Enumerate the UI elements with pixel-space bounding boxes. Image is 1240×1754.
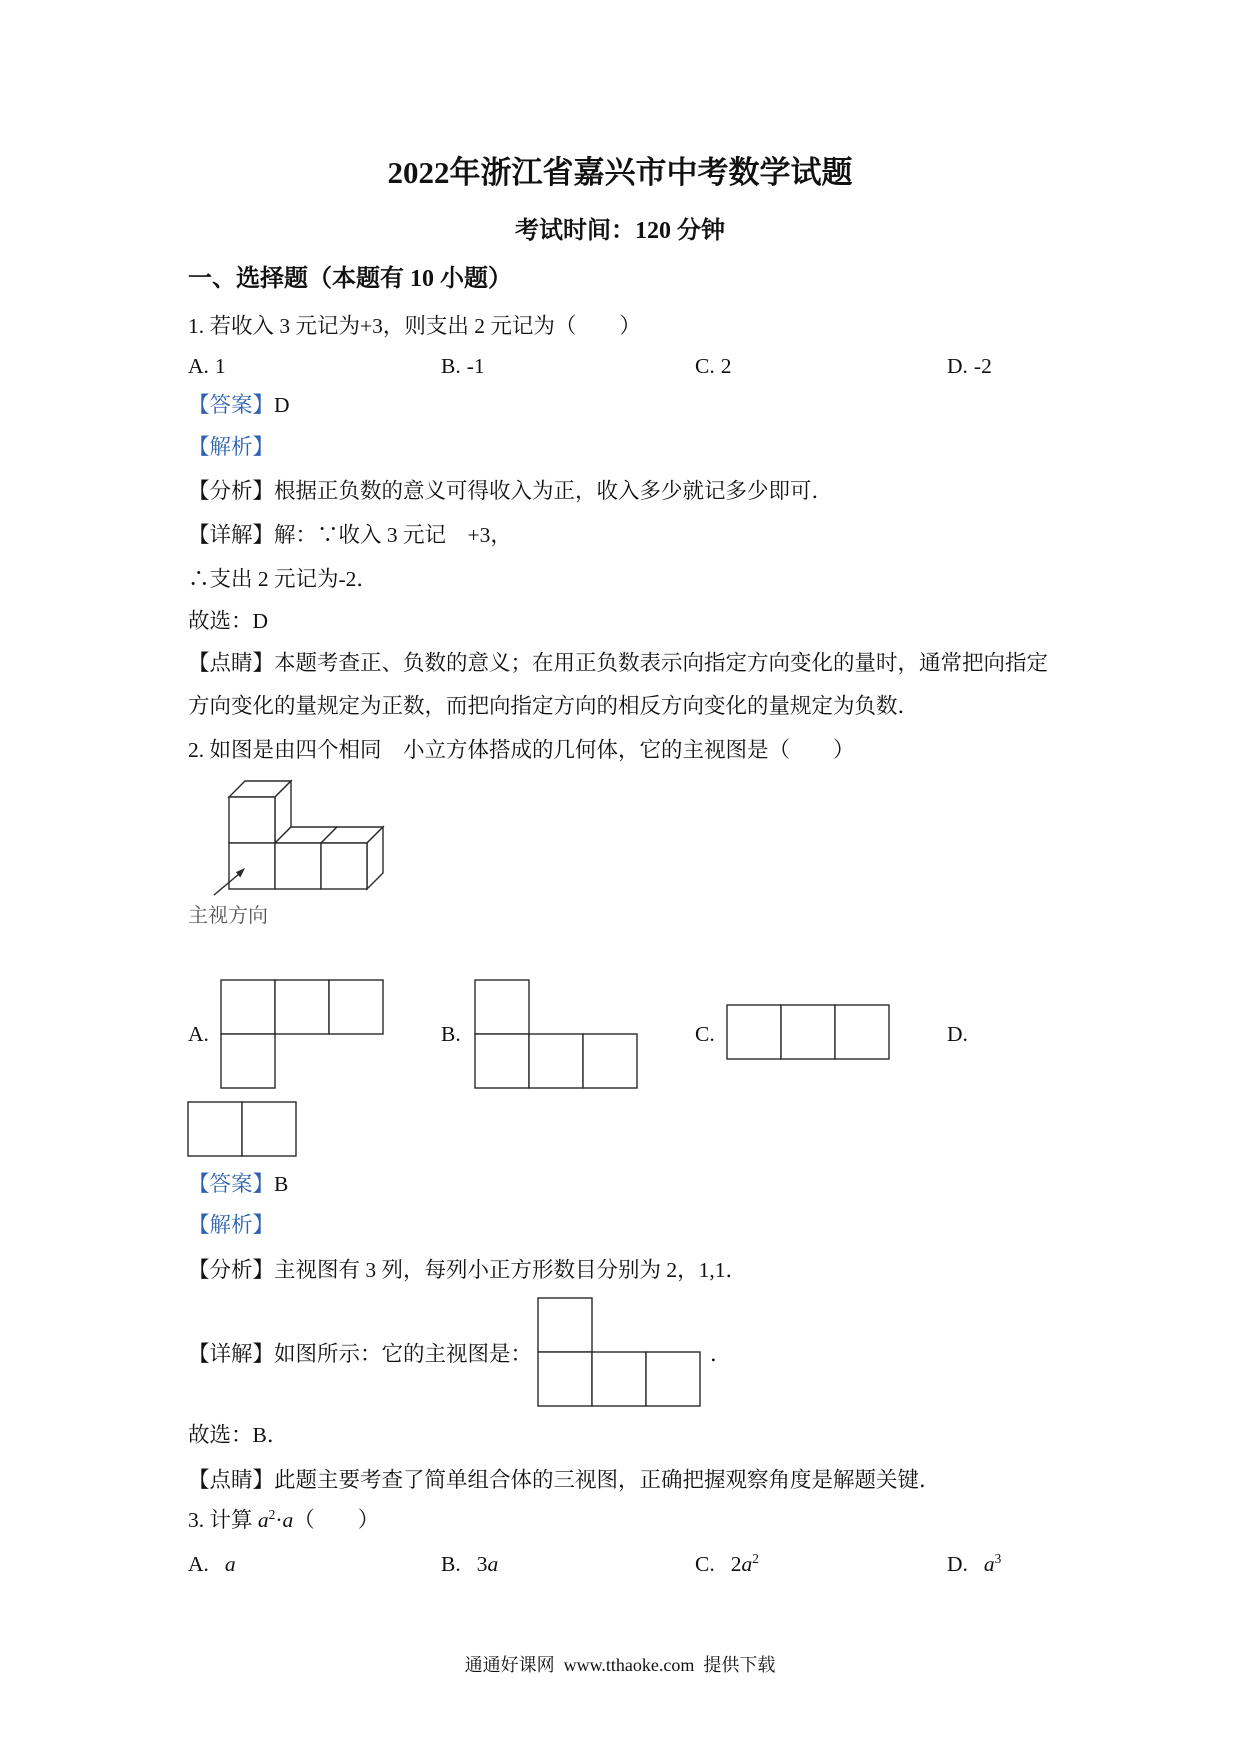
- question-1-option-c: [695, 354, 731, 378]
- option-math: [477, 1552, 499, 1576]
- option-value: 2: [720, 354, 732, 378]
- question-3-option-a: [188, 1552, 236, 1576]
- detail-text: 如图所示：它的主视图是：: [274, 1342, 533, 1366]
- square: [781, 1005, 835, 1059]
- question-2-option-a-label: A.: [188, 1022, 209, 1046]
- option-value: -2: [973, 354, 992, 378]
- question-2-analysis: [188, 1258, 747, 1282]
- question-1-comment: [188, 651, 1048, 675]
- question-2-option-d-label: D.: [947, 1022, 968, 1046]
- question-1-solution-label: 【解析】: [188, 435, 275, 459]
- square: [275, 980, 329, 1034]
- square: [583, 1034, 637, 1088]
- variable: a: [983, 1552, 995, 1576]
- coefficient: 2: [730, 1552, 742, 1576]
- question-3-option-d: [947, 1552, 1001, 1576]
- analysis-label: 【分析】: [188, 479, 275, 503]
- square: [188, 1102, 242, 1156]
- detail-label: 【详解】: [188, 523, 275, 547]
- option-value: 1: [214, 354, 226, 378]
- question-3-stem: [188, 1508, 379, 1532]
- square: [242, 1102, 296, 1156]
- option-label: C.: [695, 354, 715, 378]
- question-2-option-c-label: C.: [695, 1022, 715, 1046]
- question-2-answer: [188, 1172, 288, 1196]
- cube-3-front-face: [321, 843, 367, 889]
- question-2-detail: [188, 1342, 532, 1366]
- analysis-text: 主视图有 3 列，每列小正方形数目分别为 2，1,1．: [274, 1258, 748, 1282]
- exam-duration: 考试时间：120 分钟: [515, 218, 725, 244]
- question-1-detail-cont: ∴支出 2 元记为-2．: [188, 567, 378, 591]
- option-math: [984, 1552, 1001, 1576]
- comment-text: 此题主要考查了简单组合体的三视图，正确把握观察角度是解题关键．: [274, 1468, 941, 1492]
- exponent: 3: [994, 1550, 1002, 1566]
- square: [221, 1034, 275, 1088]
- question-3-option-b: [441, 1552, 498, 1576]
- square: [329, 980, 383, 1034]
- question-1-comment-cont: 方向变化的量规定为正数，而把向指定方向的相反方向变化的量规定为负数．: [188, 694, 920, 718]
- comment-text: 本题考查正、负数的意义；在用正负数表示向指定方向变化的量时，通常把向指定: [274, 651, 1049, 675]
- question-2-conclusion: 故选：B．: [188, 1423, 289, 1447]
- question-1-analysis: [188, 479, 833, 503]
- question-2-comment: [188, 1468, 941, 1492]
- square: [529, 1034, 583, 1088]
- option-label: A.: [188, 354, 209, 378]
- square: [221, 980, 275, 1034]
- question-1-detail: [188, 523, 512, 547]
- answer-value: D: [274, 393, 290, 417]
- cube-1-front-face: [229, 843, 275, 889]
- comment-label: 【点睛】: [188, 1468, 275, 1492]
- coefficient: 3: [476, 1552, 488, 1576]
- option-label: D.: [947, 354, 968, 378]
- question-1-stem: 1. 若收入 3 元记为+3，则支出 2 元记为（ ）: [188, 314, 641, 338]
- answer-label: 【答案】: [188, 393, 275, 417]
- figure-caption: 主视方向: [188, 905, 268, 927]
- question-3-option-c: [695, 1552, 759, 1576]
- square: [538, 1298, 592, 1352]
- question-1-conclusion: 故选：D: [188, 609, 269, 633]
- cube-2-front-face: [275, 843, 321, 889]
- math-operator: ·: [275, 1508, 283, 1532]
- question-2-solution-label: 【解析】: [188, 1213, 275, 1237]
- square: [538, 1352, 592, 1406]
- analysis-label: 【分析】: [188, 1258, 275, 1282]
- square: [646, 1352, 700, 1406]
- question-1-option-a: [188, 354, 226, 378]
- math-exponent: 2: [268, 1506, 276, 1522]
- question-1-answer: [188, 393, 290, 417]
- option-math: [731, 1552, 759, 1576]
- option-label: D.: [947, 1552, 968, 1576]
- stem-suffix: （ ）: [293, 1508, 380, 1532]
- square: [592, 1352, 646, 1406]
- page-title: 2022年浙江省嘉兴市中考数学试题: [387, 155, 853, 190]
- stem-prefix: 3. 计算: [188, 1508, 258, 1532]
- math-factor: a: [282, 1508, 294, 1532]
- math-base: a: [257, 1508, 269, 1532]
- option-math: [225, 1552, 236, 1576]
- section-heading: 一、选择题（本题有 10 小题）: [188, 266, 512, 292]
- question-1-option-b: [441, 354, 485, 378]
- option-b-figure: [474, 979, 640, 1090]
- option-value: -1: [466, 354, 485, 378]
- option-d-figure: [187, 1101, 299, 1158]
- analysis-text: 根据正负数的意义可得收入为正，收入多少就记多少即可．: [274, 479, 834, 503]
- cube-solid-figure: [205, 781, 390, 901]
- page-footer: 通通好课网 www.tthaoke.com 提供下载: [464, 1655, 776, 1675]
- detail-front-view-figure: [537, 1297, 703, 1408]
- detail-end-mark: ．: [710, 1342, 732, 1366]
- variable: a: [224, 1552, 236, 1576]
- option-label: C.: [695, 1552, 715, 1576]
- square: [835, 1005, 889, 1059]
- square: [475, 1034, 529, 1088]
- comment-label: 【点睛】: [188, 651, 275, 675]
- detail-label: 【详解】: [188, 1342, 275, 1366]
- option-a-figure: [220, 979, 386, 1090]
- square: [475, 980, 529, 1034]
- square: [727, 1005, 781, 1059]
- question-2-stem: 2. 如图是由四个相同 小立方体搭成的几何体，它的主视图是（ ）: [188, 738, 855, 762]
- exponent: 2: [752, 1550, 759, 1566]
- answer-label: 【答案】: [188, 1172, 275, 1196]
- option-c-figure: [726, 1004, 892, 1061]
- question-1-option-d: [947, 354, 992, 378]
- option-label: B.: [441, 1552, 461, 1576]
- option-label: A.: [188, 1552, 209, 1576]
- answer-value: B: [274, 1172, 289, 1196]
- detail-text: 解：∵收入 3 元记 +3，: [274, 523, 512, 547]
- variable: a: [741, 1552, 753, 1576]
- question-2-option-b-label: B.: [441, 1022, 461, 1046]
- top-cube-front-face: [229, 797, 275, 843]
- option-label: B.: [441, 354, 461, 378]
- variable: a: [487, 1552, 499, 1576]
